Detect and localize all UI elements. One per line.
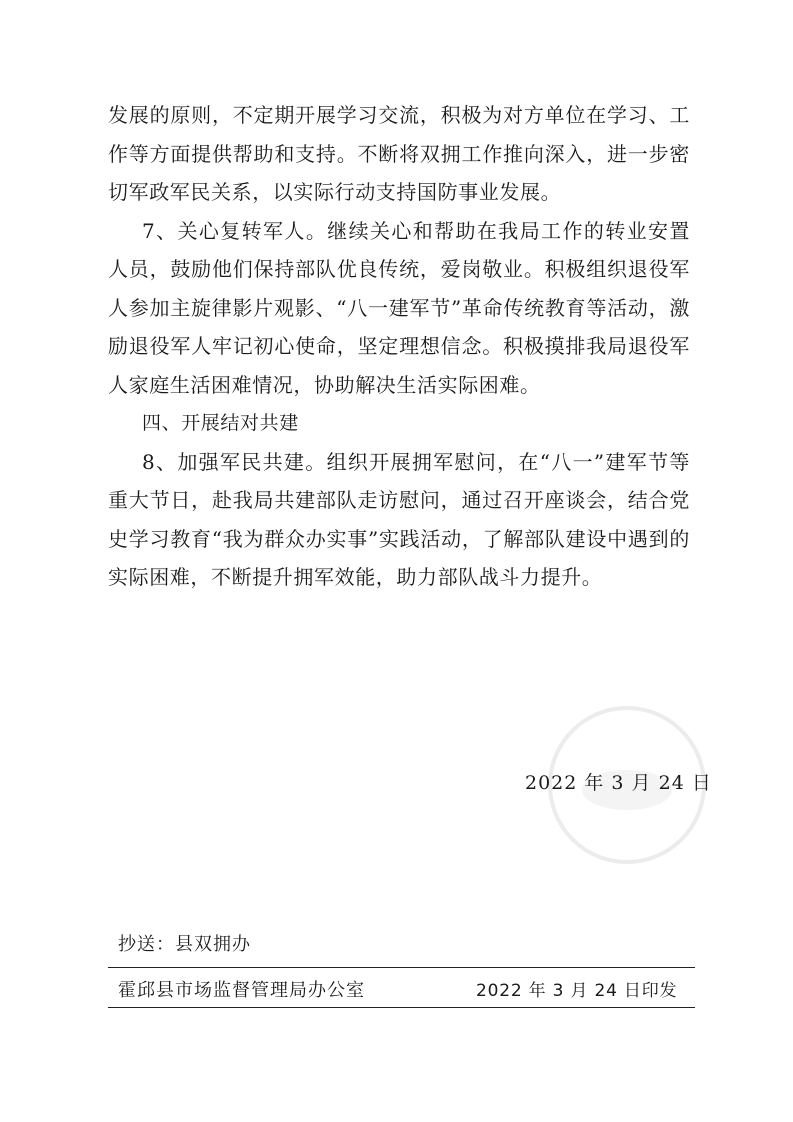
document-body	[108, 96, 690, 597]
section-heading: 四、开展结对共建	[142, 412, 299, 434]
footer-print-date: 2022 年 3 月 24 日印发	[476, 981, 678, 1001]
footer-rule-top	[108, 967, 695, 968]
footer-rule-bottom	[108, 1007, 695, 1008]
cc-line: 抄送：县双拥办	[118, 934, 251, 955]
paragraph-continuation: 发展的原则，不定期开展学习交流，积极为对方单位在学习、工作等方面提供帮助和支持。不断将双拥工作推向深入，进一步密切军政军民关系，以实际行动支持国防事业发展。	[108, 103, 690, 204]
paragraph-7: 7、关心复转军人。继续关心和帮助在我局工作的转业安置人员，鼓励他们保持部队优良传统，爱岗敬业。积极组织退役军人参加主旋律影片观影、“八一建军节”革命传统教育等活动，激励退役军人牢记初心使命，坚定理想信念。积极摸排我局退役军人家庭生活困难情况，协助解决生活实际困难。	[108, 218, 690, 397]
footer-issuer: 霍邱县市场监督管理局办公室	[118, 980, 365, 1001]
signature-date: 2022 年 3 月 24 日	[525, 772, 712, 794]
paragraph-8: 8、加强军民共建。组织开展拥军慰问，在“八一”建军节等重大节日，赴我局共建部队走访慰问，通过召开座谈会，结合党史学习教育“我为群众办实事”实践活动，了解部队建设中遇到的实际困难，不断提升拥军效能，助力部队战斗力提升。	[108, 449, 690, 589]
